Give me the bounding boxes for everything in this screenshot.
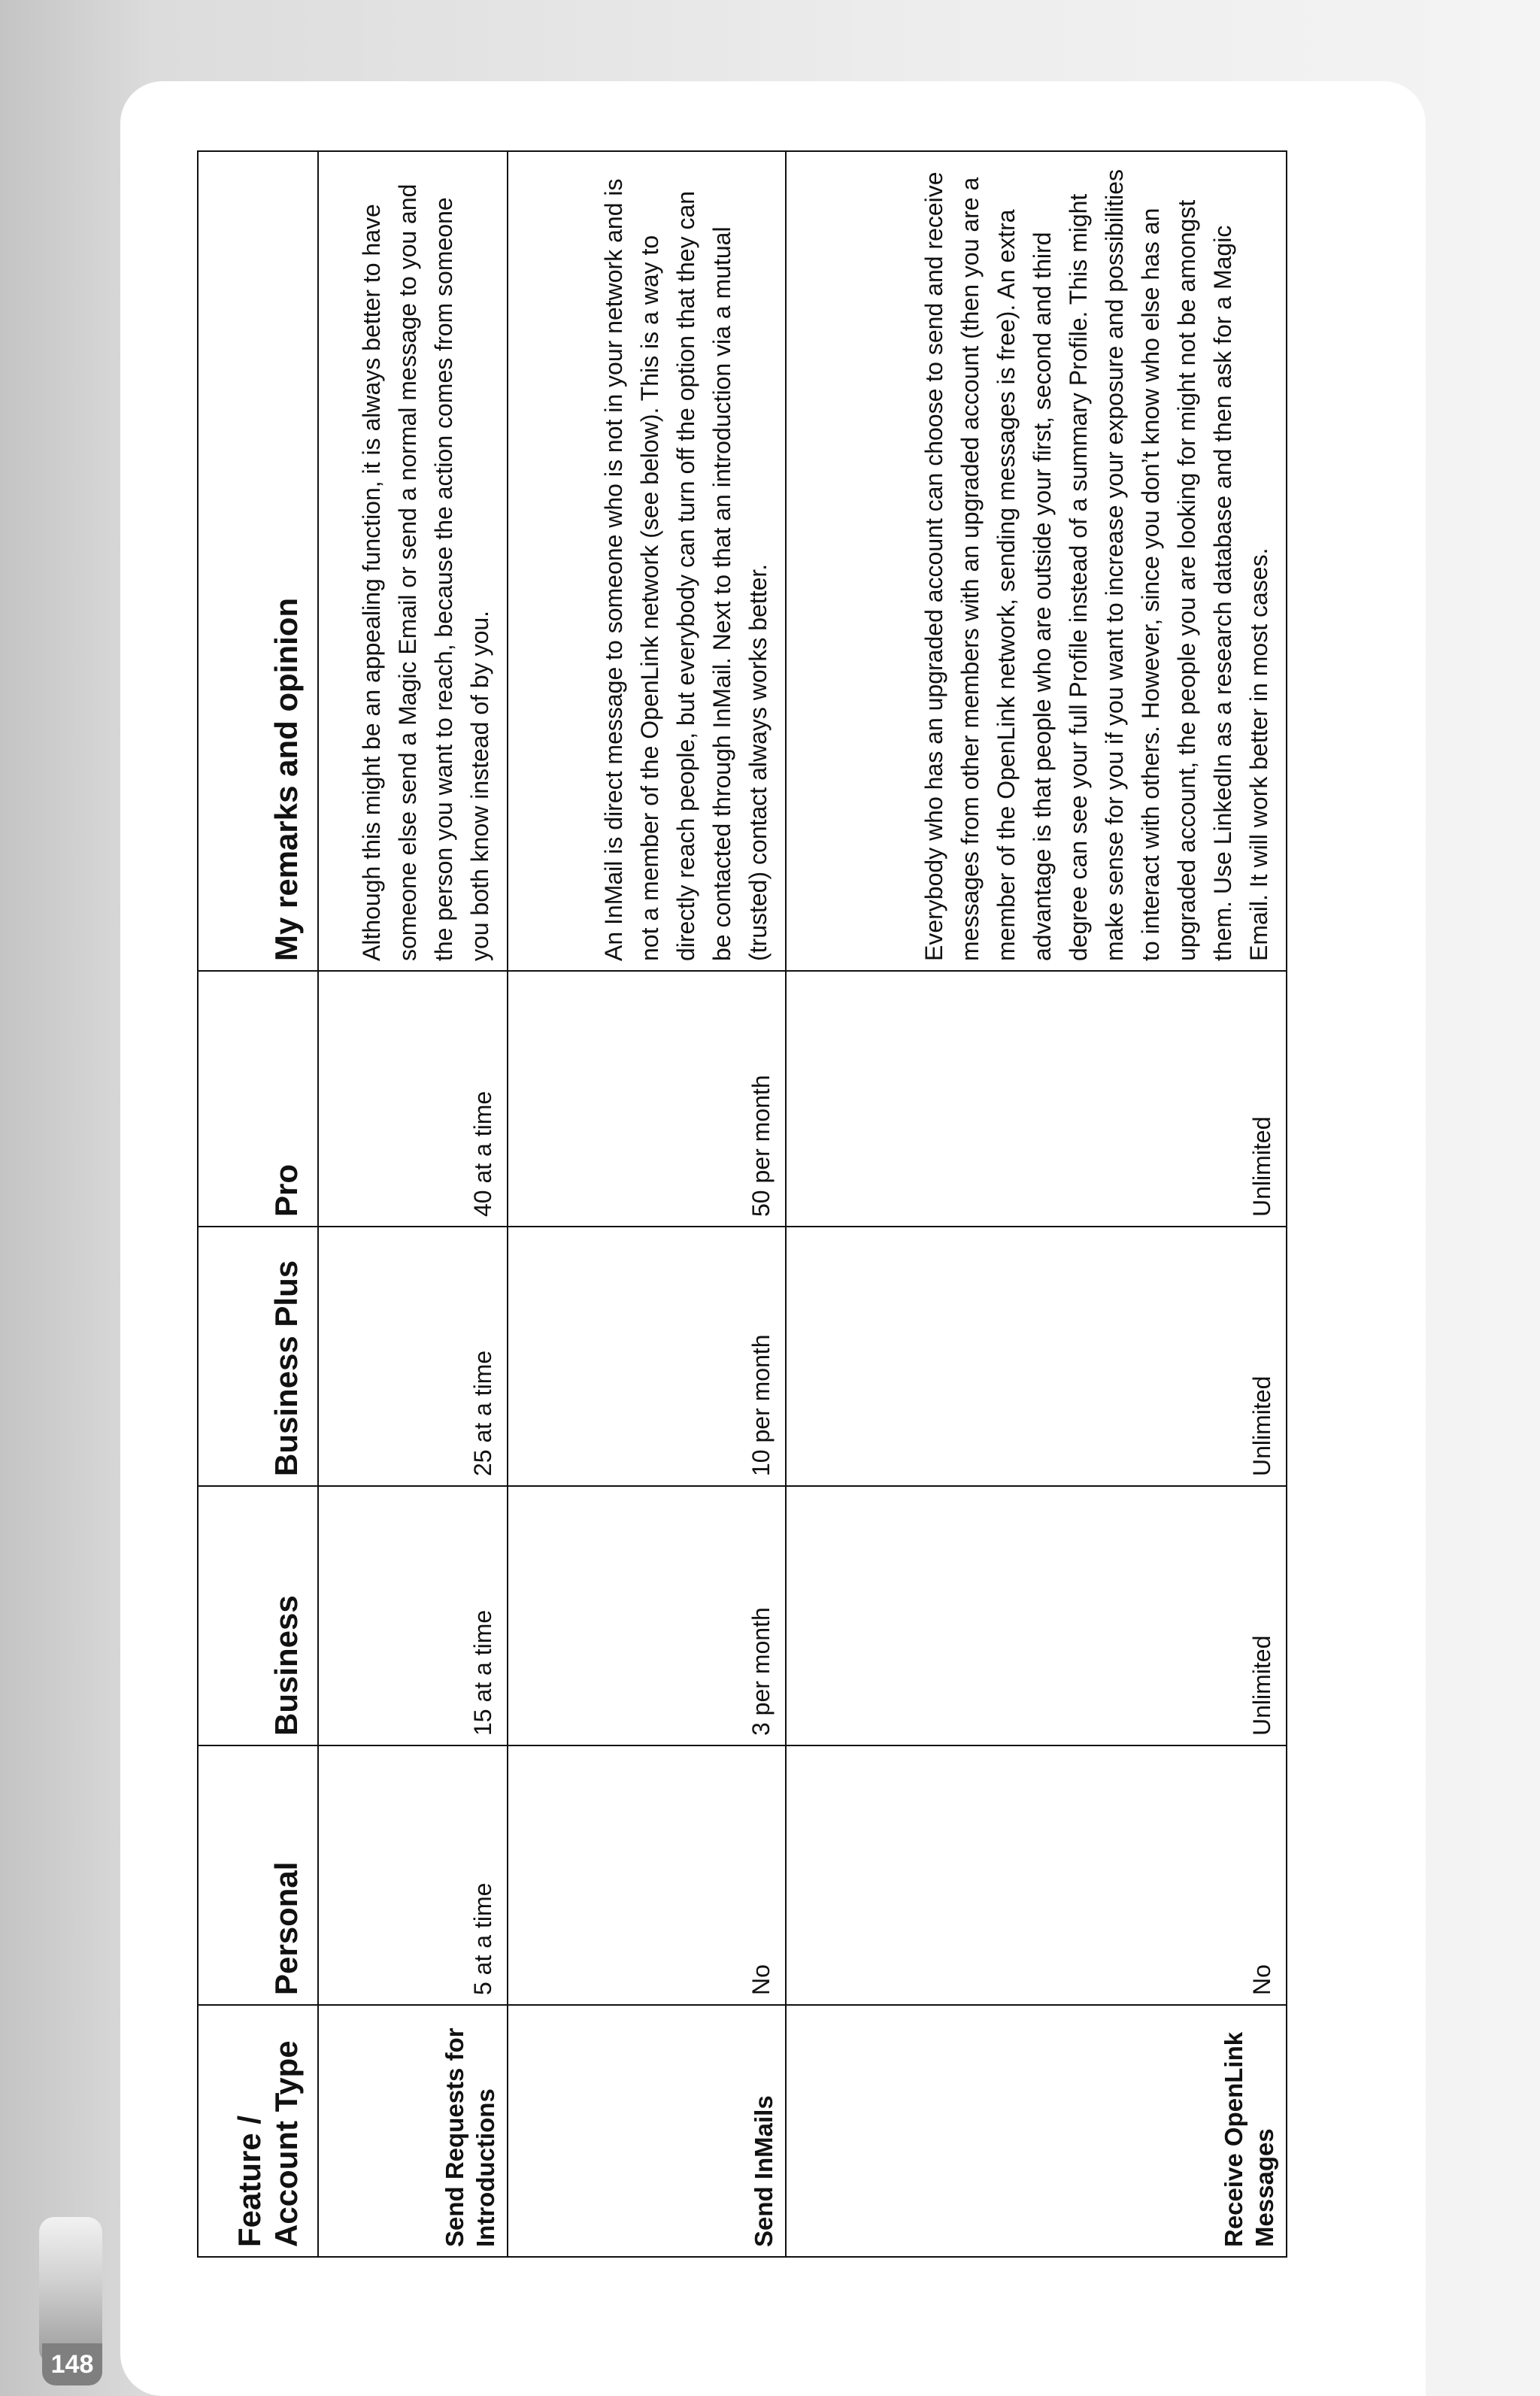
pro-cell: Unlimited [786,971,1287,1227]
feature-cell: Receive OpenLink Messages [786,2005,1287,2257]
header-feature: Feature / Account Type [198,2005,318,2257]
business-plus-cell: 10 per month [508,1227,786,1486]
table-row [786,151,1287,2257]
table-row [508,151,786,2257]
header-business: Business [198,1486,318,1745]
business-plus-cell: Unlimited [786,1227,1287,1486]
business-cell: 3 per month [508,1486,786,1745]
personal-cell: 5 at a time [318,1745,508,2005]
business-plus-cell: 25 at a time [318,1227,508,1486]
table-row [318,151,508,2257]
page-tab [39,2217,102,2364]
feature-cell: Send InMails [508,2005,786,2257]
feature-cell: Send Requests for Introductions [318,2005,508,2257]
remarks-cell: An InMail is direct message to someone who is not in your network and is not a member of the OpenLink network (see below). This is a way to directly reach people, but everybody can turn off the option that they can be contacted through InMail. Next to that an introduction via a mutual (trusted) contact always works better. [508,151,786,971]
personal-cell: No [786,1745,1287,2005]
business-cell: Unlimited [786,1486,1287,1745]
pro-cell: 40 at a time [318,971,508,1227]
header-pro: Pro [198,971,318,1227]
account-comparison-table [197,150,1287,2258]
business-cell: 15 at a time [318,1486,508,1745]
personal-cell: No [508,1745,786,2005]
remarks-cell: Although this might be an appealing function, it is always better to have someone else send a Magic Email or send a normal message to you and the person you want to reach, because the action comes from someone you both know instead of by you. [318,151,508,971]
pro-cell: 50 per month [508,971,786,1227]
page-number: 148 [42,2343,102,2385]
table-header-row [198,151,318,2257]
header-business-plus: Business Plus [198,1227,318,1486]
remarks-cell: Everybody who has an upgraded account can choose to send and receive messages from other members with an upgraded account (then you are a member of the OpenLink network, sending messages is free). An extra advantage is that people who are outside your first, second and third degree can see your full Profile instead of a summary Profile. This might make sense for you if you want to increase your exposure and possibilities to interact with others. However, since you don’t know who else has an upgraded account, the people you are looking for might not be amongst them. Use LinkedIn as a research database and then ask for a Magic Email. It will work better in most cases. [786,151,1287,971]
rotated-table-wrapper [197,152,1286,2258]
header-personal: Personal [198,1745,318,2005]
header-remarks: My remarks and opinion [198,151,318,971]
